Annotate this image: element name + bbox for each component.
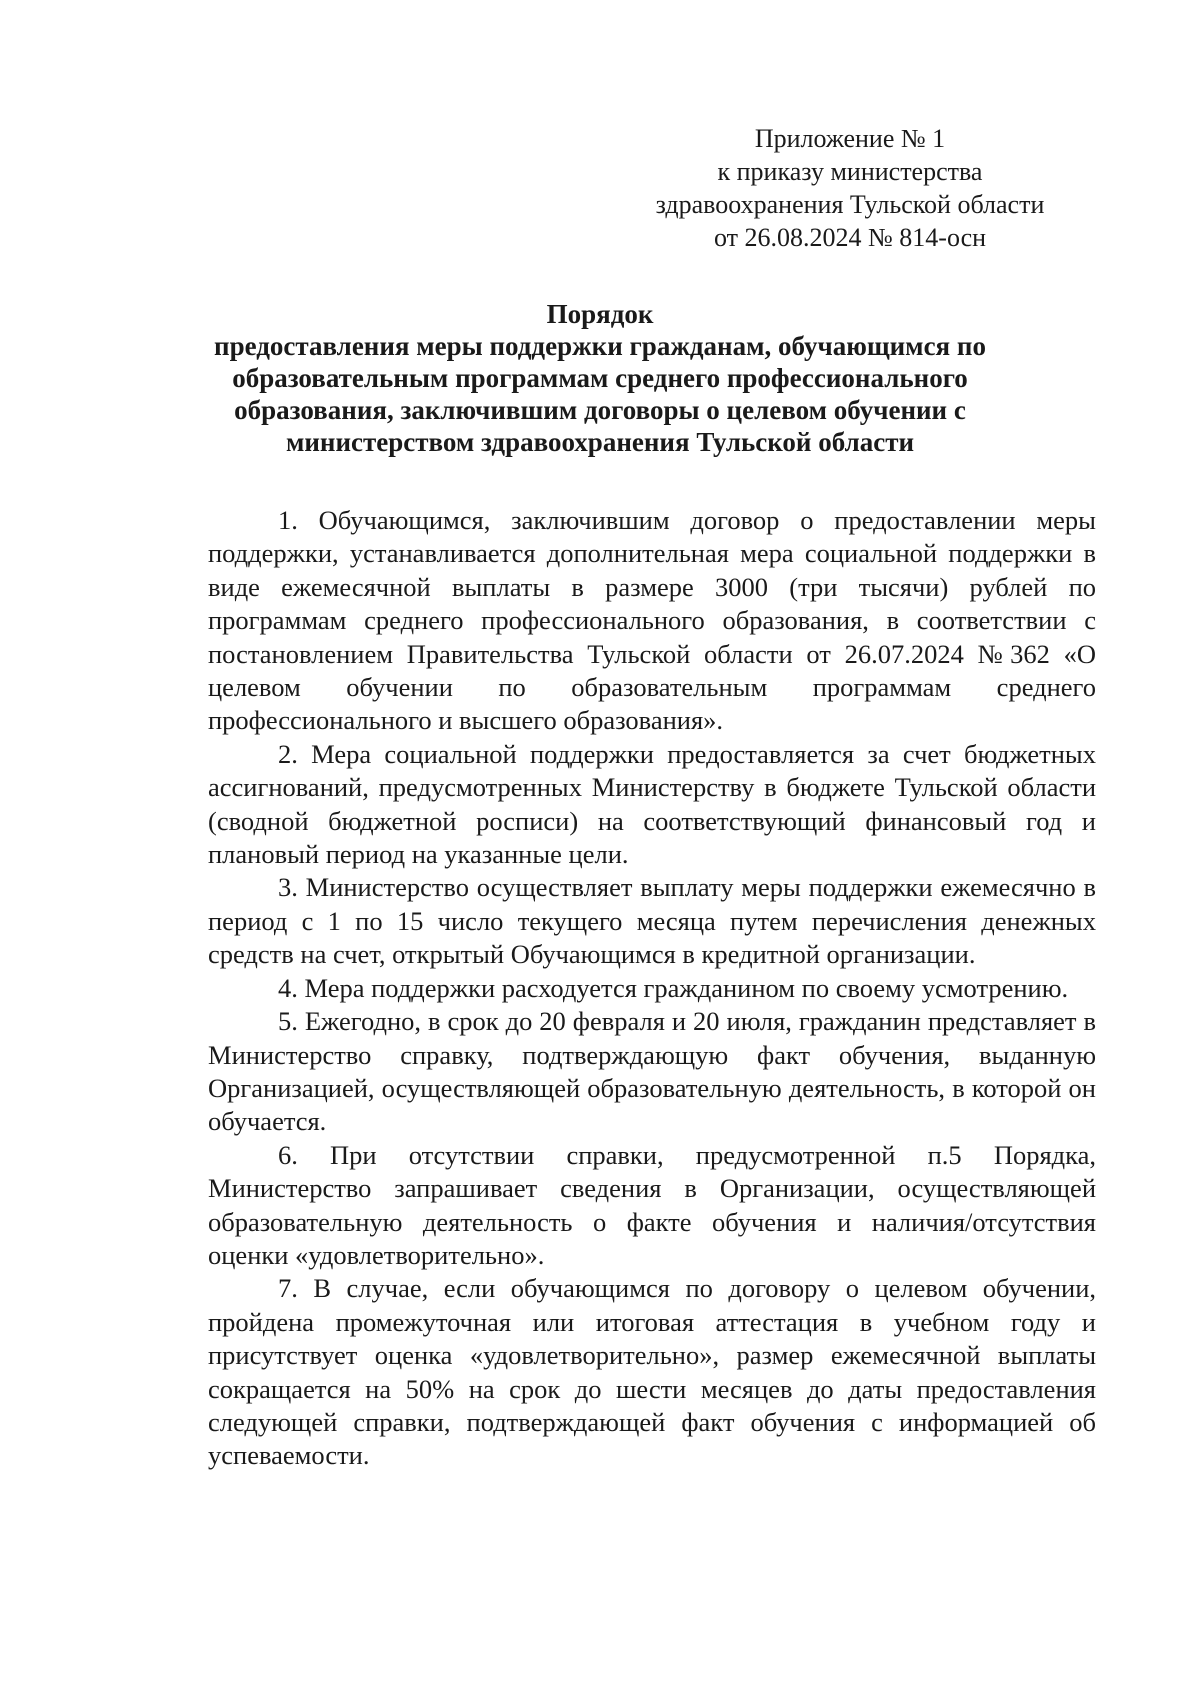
paragraph-4: 4. Мера поддержки расходуется гражданином по своему усмотрению. <box>278 972 1069 1003</box>
paragraph-1: 1. Обучающимся, заключившим договор о предоставлении меры поддержки, устанавливается дополнительная мера социальной поддержки в виде ежемесячной выплаты в размере 3000 (три тысячи) рублей по программам среднего профессионального образования, в соответствии с постановлением Правительства Тульской области от 26.07.2024 №362 «О целевом обучении по образовательным программам среднего профессионального и высшего образования». <box>208 505 1096 736</box>
document-heading: Порядок <box>546 299 654 329</box>
paragraph-7: 7. В случае, если обучающимся по договору о целевом обучении, пройдена промежуточная или итоговая аттестация в учебном году и присутствует оценка «удовлетворительно», размер ежемесячной выплаты сокращается на 50% на срок до шести месяцев до даты предоставления следующей справки, подтверждающей факт обучения с информацией об успеваемости. <box>208 1273 1096 1471</box>
paragraph-6: 6. При отсутствии справки, предусмотренной п.5 Порядка, Министерство запрашивает сведения в Организации, осуществляющей образовательную деятельность о факте обучения и наличия/отсутствия оценки «удовлетворительно». <box>208 1139 1096 1270</box>
annex-order-reference: к приказу министерства <box>717 157 983 186</box>
annex-ministry: здравоохранения Тульской области <box>655 190 1045 219</box>
document-body <box>208 504 1096 1473</box>
paragraph-2: 2. Мера социальной поддержки предоставляется за счет бюджетных ассигнований, предусмотренных Министерству в бюджете Тульской области (сводной бюджетной росписи) на соответствующий финансовый год и плановый период на указанные цели. <box>208 738 1096 870</box>
document-subtitle: предоставления меры поддержки гражданам, обучающимся по образовательным программам среднего профессионального образования, заключившим договоры о целевом обучении с министерством здравоохранения Тульской области <box>214 331 986 457</box>
annex-number: Приложение № 1 <box>754 124 946 153</box>
paragraph-5: 5. Ежегодно, в срок до 20 февраля и 20 июля, гражданин представляет в Министерство справку, подтверждающую факт обучения, выданную Организацией, осуществляющей образовательную деятельность, в которой он обучается. <box>208 1006 1096 1137</box>
document-title <box>200 298 1000 458</box>
annex-order-date: от 26.08.2024 № 814-осн <box>713 223 987 252</box>
annex-header <box>640 122 1060 254</box>
paragraph-3: 3. Министерство осуществляет выплату меры поддержки ежемесячно в период с 1 по 15 число текущего месяца путем перечисления денежных средств на счет, открытый Обучающимся в кредитной организации. <box>208 872 1096 970</box>
